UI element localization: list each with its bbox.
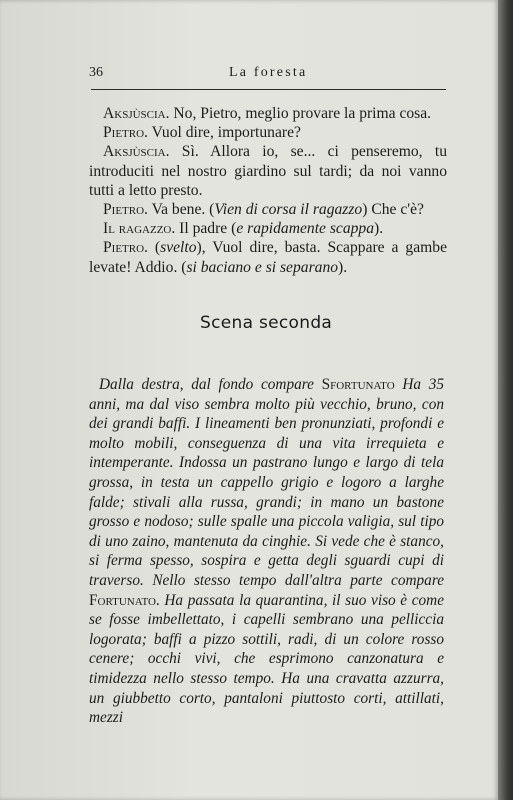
stage-note: si baciano e si separano (186, 258, 339, 276)
character-name: Fortunato. (89, 591, 160, 609)
dialog-text: No, Pietro, meglio provare la prima cosa. (169, 105, 432, 122)
dialog-text: Vuol dire, importunare? (147, 124, 301, 142)
stage-text: Ha passata la quarantina, il suo viso è come se fosse imbellettato, i capelli sembrano una pelliccia logorata; baffi a pizzo sottili, radi, di un colore rosso cenere; occhi vivi, che esprimono canzonatura e timidezza nello stesso tempo. Ha una cravatta azzurra, un giubbetto corto, pantaloni piuttosto corti, attillati, mezzi (89, 591, 444, 727)
dialog-text: Va bene. ( (147, 201, 215, 219)
page-edge-shadow (498, 0, 513, 800)
dialog-line (89, 219, 447, 238)
dialog-line (89, 238, 447, 276)
dialog-text: ( (147, 239, 161, 257)
dialog-line (89, 123, 447, 142)
running-header (89, 63, 445, 85)
speaker-name: Aksjùscia. (103, 143, 170, 161)
dialog-text: Il padre ( (175, 220, 237, 238)
speaker-name: Il ragazzo. (103, 220, 176, 238)
stage-note: Vien di corsa il ragazzo (214, 201, 363, 219)
dialog-line (89, 200, 447, 219)
header-rule (91, 89, 446, 90)
speaker-name: Aksjùscia. (103, 105, 170, 122)
stage-direction-paragraph (89, 375, 444, 728)
running-title: La foresta (229, 65, 308, 80)
speaker-name: Pietro. (103, 239, 148, 257)
dialog-text: ) Che c'è? (362, 201, 424, 219)
dialog-text: ), Vuol dire, basta. Scappare a gambe levate! Addio. ( (89, 239, 447, 276)
speaker-name: Pietro. (103, 124, 148, 142)
dialog-text: ). (338, 258, 348, 276)
scene-title: Scena seconda (200, 313, 333, 333)
dialog-line (89, 142, 447, 200)
speaker-name: Pietro. (103, 201, 148, 219)
dialog-block (89, 104, 447, 277)
dialog-text: ). (374, 220, 384, 238)
page-number: 36 (89, 65, 103, 80)
dialog-text: Sì. Allora io, se... ci penseremo, tu introduciti nel nostro giardino sul tardi; da noi vanno tutti a letto presto. (89, 143, 447, 199)
stage-note: e rapidamente scappa (236, 220, 375, 238)
character-name: Sfortunato (321, 376, 395, 393)
dialog-line (89, 104, 447, 123)
stage-text: Dalla destra, dal fondo compare (99, 376, 322, 393)
stage-direction (89, 375, 444, 728)
stage-text: Ha 35 anni, ma dal viso sembra molto più vecchio, bruno, con dei grandi baffi. I lineamenti ben pronunziati, profondi e molto mobili, conseguenza di una vita irrequieta e intemperante. Indossa un pastrano lungo e largo di tela grossa, in testa un cappello grigio e logoro a larghe falde; stivali alla russa, grandi; in mano un bastone grosso e nodoso; sulle spalle una piccola valigia, sul tipo di uno zaino, mantenuta da cinghie. Si vede che è stanco, si ferma spesso, sospira e getta degli sguardi cupi di traverso. Nello stesso tempo dall'altra parte compare (89, 376, 444, 589)
stage-note: svelto (160, 239, 197, 257)
